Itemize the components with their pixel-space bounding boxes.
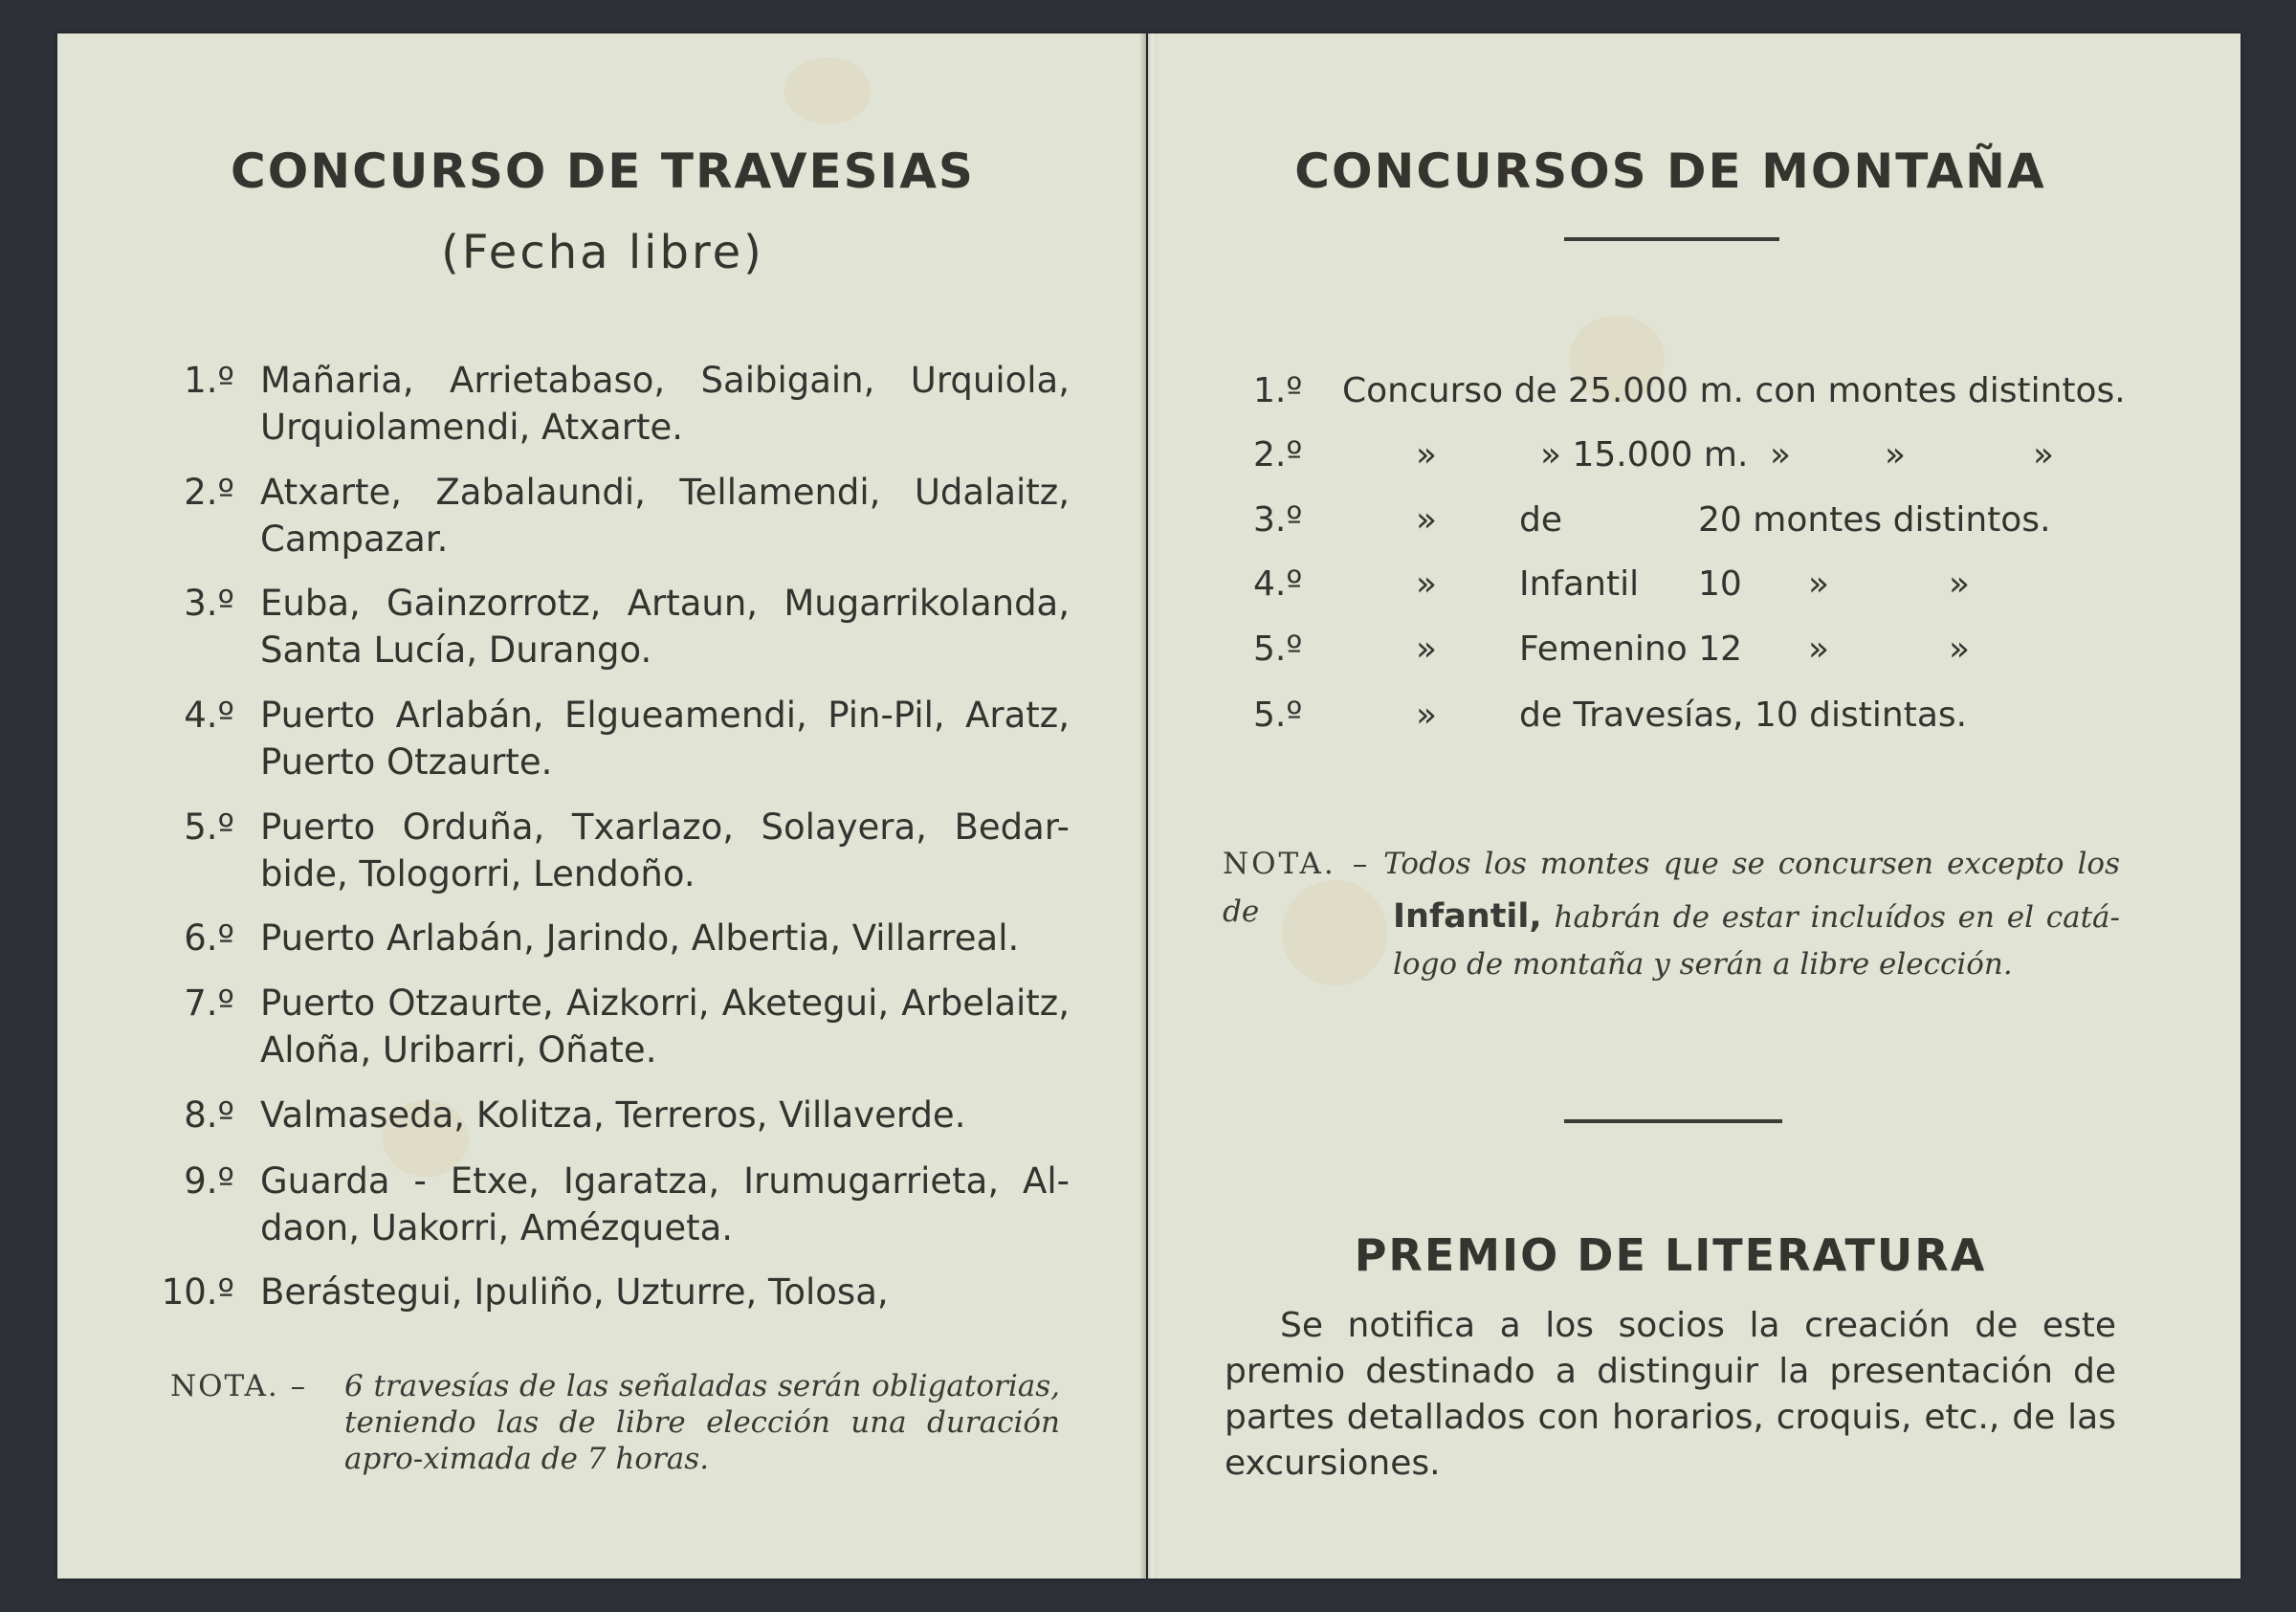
contest-cell: » — [2033, 435, 2055, 475]
contest-row — [1253, 500, 2172, 558]
contest-row — [1253, 435, 2172, 493]
contest-cell: Infantil — [1519, 564, 1640, 604]
contest-row — [1253, 629, 2172, 687]
item-number: 6.º — [184, 917, 234, 959]
travesias-title: CONCURSO DE TRAVESIAS — [231, 144, 975, 199]
book-fold — [1140, 33, 1158, 1579]
note-line-2 — [1393, 893, 2120, 941]
contest-cell: de Travesías, 10 distintas. — [1519, 696, 1968, 735]
note-lead: NOTA. – — [170, 1369, 308, 1403]
note-text: 6 travesías de las señaladas serán obligatorias, teniendo las de libre elección una duración apro-ximada de 7 horas. — [344, 1369, 1060, 1476]
item-number: 2.º — [184, 472, 234, 513]
contest-cell: » — [1416, 564, 1438, 604]
contest-row — [1253, 564, 2172, 622]
contest-cell: Concurso de 25.000 m. con montes distintos. — [1342, 371, 2126, 410]
paper-stain — [784, 57, 871, 124]
contest-cell: » — [1416, 500, 1438, 540]
contest-cell: » — [1416, 629, 1438, 669]
item-text: Puerto Orduña, Txarlazo, Solayera, Bedar-bide, Tologorri, Lendoño. — [260, 806, 1070, 894]
note-bold: Infantil, — [1393, 897, 1542, 936]
section-divider — [1564, 1119, 1782, 1123]
note-text: habrán de estar incluídos en el catá- — [1554, 900, 2120, 935]
contest-cell: » 15.000 m. — [1540, 435, 1749, 475]
item-text: Guarda - Etxe, Igaratza, Irumugarrieta, Al-daon, Uakorri, Amézqueta. — [260, 1160, 1070, 1248]
item-number: 4.º — [184, 695, 234, 736]
item-number: 1.º — [184, 360, 234, 401]
contest-number: 5.º — [1253, 696, 1303, 735]
montana-title: CONCURSOS DE MONTAÑA — [1294, 144, 2046, 199]
note-line-3: logo de montaña y serán a libre elección. — [1393, 947, 2013, 982]
contest-cell: » — [1949, 564, 1971, 604]
contest-number: 2.º — [1253, 435, 1303, 475]
item-number: 3.º — [184, 583, 234, 624]
note-lead: NOTA. – — [1223, 847, 1371, 881]
contest-cell: 10 — [1698, 564, 1742, 604]
contest-number: 5.º — [1253, 629, 1303, 669]
contest-cell: » — [1416, 696, 1438, 735]
item-text: Mañaria, Arrietabaso, Saibigain, Urquiola, Urquiolamendi, Atxarte. — [260, 360, 1070, 448]
contest-cell: » — [1808, 629, 1830, 669]
premio-text: Se notifica a los socios la creación de este premio destinado a distinguir la presentación de partes detallados con horarios, croquis, etc., de las excursiones. — [1225, 1306, 2116, 1483]
contest-number: 4.º — [1253, 564, 1303, 604]
contest-cell: » — [1885, 435, 1907, 475]
contest-cell: » — [1770, 435, 1792, 475]
contest-cell: » — [1808, 564, 1830, 604]
item-text: Atxarte, Zabalaundi, Tellamendi, Udalaitz, Campazar. — [260, 472, 1070, 560]
contest-number: 1.º — [1253, 371, 1303, 410]
item-text: Puerto Arlabán, Jarindo, Albertia, Villarreal. — [260, 917, 1020, 959]
contest-cell: » — [1416, 435, 1438, 475]
item-text: Berástegui, Ipuliño, Uzturre, Tolosa, — [260, 1271, 889, 1313]
item-number: 8.º — [184, 1094, 234, 1136]
item-number: 5.º — [184, 806, 234, 848]
travesias-subtitle: (Fecha libre) — [441, 226, 764, 279]
contest-cell: » — [1949, 629, 1971, 669]
contest-cell: de — [1519, 500, 1562, 540]
note-text: Todos los montes que se concursen excepto los de — [1223, 847, 2120, 929]
premio-title: PREMIO DE LITERATURA — [1354, 1229, 1987, 1281]
item-number: 7.º — [184, 983, 234, 1024]
contest-number: 3.º — [1253, 500, 1303, 540]
item-text: Valmaseda, Kolitza, Terreros, Villaverde. — [260, 1094, 966, 1136]
contest-row — [1253, 371, 2172, 429]
item-text: Euba, Gainzorrotz, Artaun, Mugarrikolanda, Santa Lucía, Durango. — [260, 583, 1070, 671]
contest-cell: 20 montes distintos. — [1698, 500, 2051, 540]
contest-row — [1253, 696, 2172, 753]
title-divider — [1564, 237, 1779, 241]
item-number: 10.º — [161, 1271, 234, 1313]
contest-cell: Femenino 12 — [1519, 629, 1743, 669]
item-number: 9.º — [184, 1160, 234, 1202]
item-text: Puerto Otzaurte, Aizkorri, Aketegui, Arbelaitz, Aloña, Uribarri, Oñate. — [260, 983, 1070, 1071]
item-text: Puerto Arlabán, Elgueamendi, Pin-Pil, Aratz, Puerto Otzaurte. — [260, 695, 1070, 783]
